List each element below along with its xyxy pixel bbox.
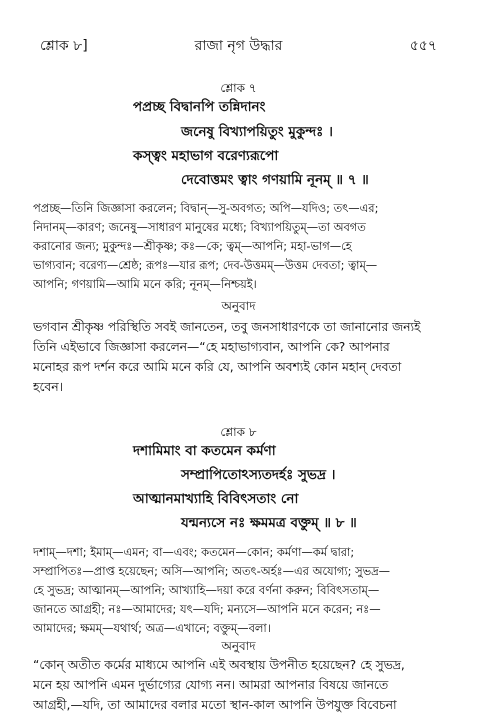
- verse-8-line-3: আত্মানমাখ্যাহি বিবিৎসতাং নো: [133, 491, 299, 507]
- running-header-chapter-title: রাজা নৃগ উদ্ধার: [194, 38, 283, 54]
- verse-7-translation: [33, 317, 449, 397]
- synonyms-line: পপ্রচ্ছ—তিনি জিজ্ঞাসা করলেন; বিদ্বান্—সু-অবগত; অপি—যদিও; তৎ—এর;: [33, 201, 379, 215]
- verse-8-line-1: দশামিমাং বা কতমেন কর্মণা: [133, 443, 276, 459]
- verse-7-line-3: কস্ত্বং মহাভাগ বরেণ্যরূপো: [133, 148, 279, 164]
- translation-line: তিনি এইভাবে জিজ্ঞাসা করলেন—“হে মহাভাগ্যবান, আপনি কে? আপনার: [33, 340, 390, 354]
- verse-8-translation-label: অনুবাদ: [221, 639, 256, 653]
- synonyms-line: নিদানম্—কারণ; জনেষু—সাধারণ মানুষের মধ্যে; বিখ্যাপয়িতুম্—তা অবগত: [33, 220, 366, 234]
- running-header-verse-ref: শ্লোক ৮]: [40, 38, 88, 54]
- synonyms-line: দশাম্—দশা; ইমাম্—এমন; বা—এবং; কতমেন—কোন; কর্মণা—কর্ম দ্বারা;: [33, 545, 355, 559]
- translation-line: হবেন।: [33, 380, 63, 394]
- synonyms-line: জানতে আগ্রহী; নঃ—আমাদের; যৎ—যদি; মন্যসে—আপনি মনে করেন; নঃ—: [33, 602, 381, 616]
- synonyms-line: ভাগ্যবান; বরেণ্য—শ্রেষ্ঠ; রূপঃ—যার রূপ; দেব-উত্তমম্—উত্তম দেবতা; ত্বাম্—: [33, 258, 378, 272]
- translation-line: মনে হয় আপনি এমন দুর্ভাগ্যের যোগ্য নন। আমরা আপনার বিষয়ে জানতে: [33, 678, 389, 692]
- synonyms-line: সম্প্রাপিতঃ—প্রাপ্ত হয়েছেন; অসি—আপনি; অতৎ-অর্হঃ—এর অযোগ্য; সুভদ্র—: [33, 564, 391, 578]
- synonyms-line: আমাদের; ক্ষমম্—যথার্থ; অত্র—এখানে; বক্তুম্—বলা।: [33, 621, 271, 635]
- translation-line: “কোন্ অতীত কর্মের মাধ্যমে আপনি এই অবস্থায় উপনীত হয়েছেন? হে সুভদ্র,: [33, 658, 405, 672]
- page-number: ৫৫৭: [409, 38, 437, 54]
- verse-7-translation-label: অনুবাদ: [221, 299, 256, 313]
- synonyms-line: হে সুভদ্র; আত্মানম্—আপনি; আখ্যাহি—দয়া করে বর্ণনা করুন; বিবিৎসতাম্—: [33, 583, 380, 597]
- verse-7-line-1: পপ্রচ্ছ বিদ্বানপি তন্নিদানং: [133, 99, 266, 115]
- translation-line: ভগবান শ্রীকৃষ্ণ পরিস্থিতি সবই জানতেন, তবু জনসাধারণকে তা জানানোর জন্যই: [33, 320, 421, 334]
- synonyms-line: আপনি; গণয়ামি—আমি মনে করি; নূনম্—নিশ্চয়ই।: [33, 277, 257, 291]
- verse-8-line-2: সম্প্রাপিতোঽস্যতদর্হঃ সুভদ্র ।: [181, 467, 336, 483]
- verse-8-line-4: যন্মন্যসে নঃ ক্ষমমত্র বক্তুম্ ॥ ৮ ॥: [181, 515, 357, 531]
- translation-line: মনোহর রূপ দর্শন করে আমি মনে করি যে, আপনি অবশ্যই কোন মহান্ দেবতা: [33, 360, 402, 374]
- synonyms-line: করানোর জন্য; মুকুন্দঃ—শ্রীকৃষ্ণ; কঃ—কে; ত্বম্—আপনি; মহা-ভাগ—হে: [33, 239, 352, 253]
- verse-8-synonyms: [33, 543, 449, 638]
- verse-7-line-4: দেবোত্তমং ত্বাং গণয়ামি নূনম্ ॥ ৭ ॥: [181, 172, 369, 188]
- verse-7-label: শ্লোক ৭: [220, 81, 257, 95]
- verse-7-line-2: জনেষু বিখ্যাপয়িতুং মুকুন্দঃ ।: [181, 124, 333, 140]
- translation-line: আগ্রহী,—যদি, তা আমাদের বলার মতো স্থান-কাল আপনি উপযুক্ত বিবেচনা: [33, 698, 397, 712]
- verse-8-translation: [33, 655, 449, 715]
- verse-7-synonyms: [33, 199, 449, 294]
- verse-8-label: শ্লোক ৮: [220, 425, 257, 439]
